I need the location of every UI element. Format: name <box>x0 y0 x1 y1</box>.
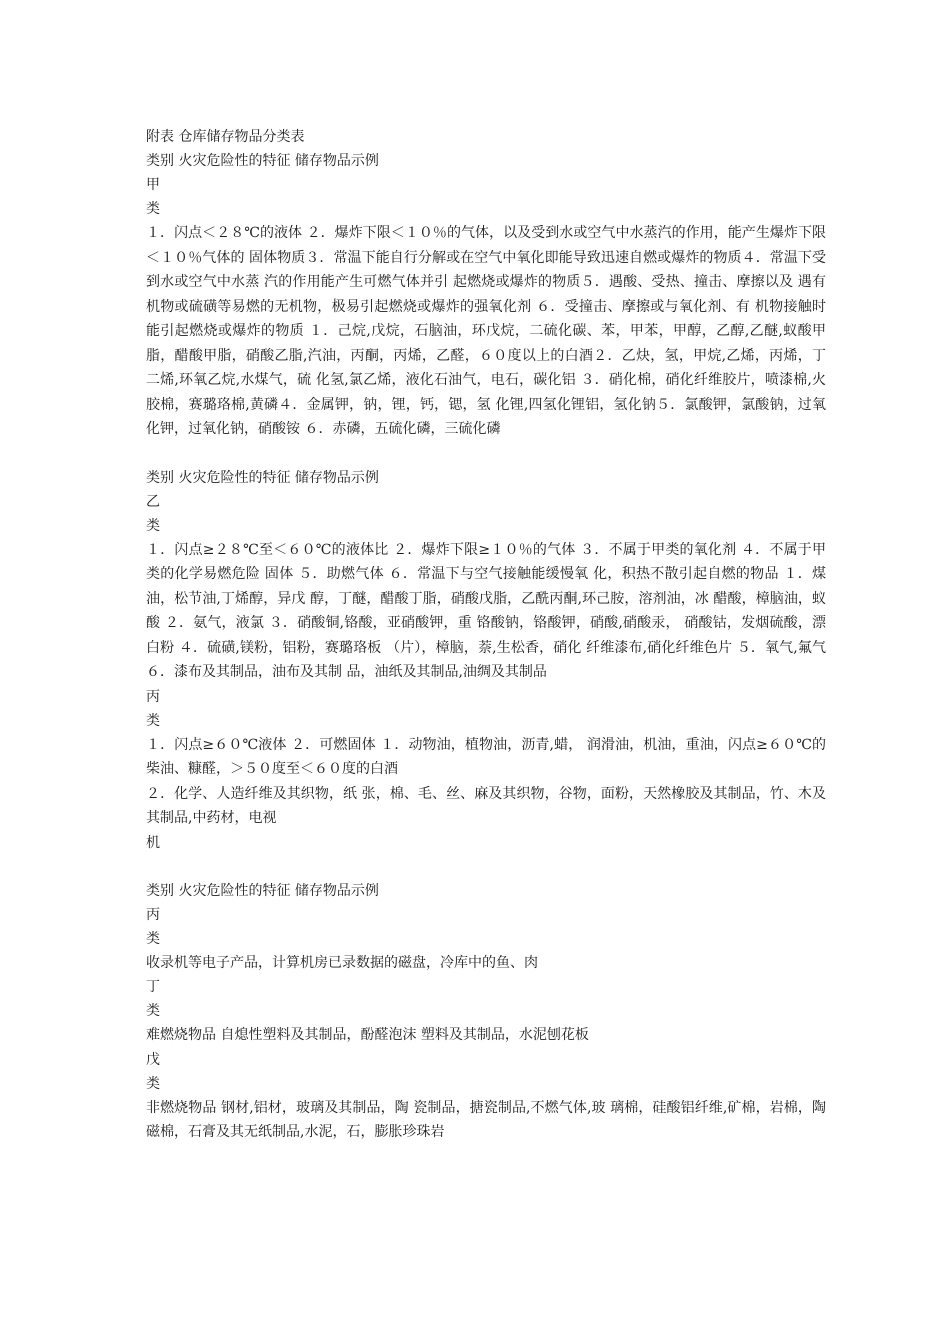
category-label: 乙 <box>146 493 160 510</box>
category-description: 难燃烧物品 自熄性塑料及其制品，酚醛泡沫 塑料及其制品，水泥刨花板 <box>146 1027 589 1043</box>
table-header: 类别 火灾危险性的特征 储存物品示例 <box>146 469 379 486</box>
table-header: 类别 火灾危险性的特征 储存物品示例 <box>146 882 379 899</box>
category-label-suffix: 类 <box>146 930 160 947</box>
category-label-suffix: 类 <box>146 201 160 217</box>
category-label: 甲 <box>146 177 160 193</box>
category-description-tail: 机 <box>146 834 160 851</box>
category-description: １．闪点≥６０℃液体 ２．可燃固体 １．动物油，植物油，沥青,蜡， 润滑油，机油，重油，闪点≥６０℃的柴油、糠醛，＞５０度至＜６０度的白酒 <box>146 736 826 777</box>
section-gap <box>146 855 826 879</box>
category-description: 非燃烧物品 钢材,铝材，玻璃及其制品，陶 瓷制品，搪瓷制品,不燃气体,玻 璃棉，硅酸铝纤维,矿棉，岩棉，陶磁棉，石膏及其无纸制品,水泥，石，膨胀珍珠岩 <box>146 1099 826 1140</box>
category-label-suffix: 类 <box>146 517 160 534</box>
section-gap <box>146 442 826 466</box>
category-description: １．闪点＜２８℃的液体 ２．爆炸下限＜１０％的气体，以及受到水或空气中水蒸汽的作用，能产生爆炸下限＜１０％气体的 固体物质３．常温下能自行分解或在空气中氧化即能导致迅速自燃或爆炸的物质４．常温下受到水或空气中水蒸 汽的作用能产生可燃气体并引 起燃烧或爆炸的物质５．遇酸、受热、撞击、摩擦以及 遇有机物或硫磺等易燃的无机物，极易引起燃烧或爆炸的强氧化剂 ６．受撞击、摩擦或与氧化剂、有 机物接触时能引起燃烧或爆炸的物质 １．己烷,戊烷，石脑油，环戊烷，二硫化碳、苯，甲苯，甲醇，乙醇,乙醚,蚁酸甲脂，醋酸甲脂，硝酸乙脂,汽油，丙酮，丙烯，乙醛，６０度以上的白酒２．乙炔，氢，甲烷,乙烯，丙烯，丁二烯,环氧乙烷,水煤气，硫 化氢,氯乙烯，液化石油气，电石，碳化铝 ３．硝化棉，硝化纤维胶片，喷漆棉,火胶棉，赛璐珞棉,黄磷４．金属钾，钠，锂，钙，锶，氢 化锂,四氢化锂铝，氢化钠５．氯酸钾，氯酸钠，过氧化钾，过氧化钠，硝酸铵 ６．赤磷，五硫化磷，三硫化磷 <box>146 225 826 437</box>
category-description: 收录机等电子产品，计算机房已录数据的磁盘，冷库中的鱼、肉 <box>146 954 538 971</box>
category-label-suffix: 类 <box>146 1075 160 1092</box>
category-label: 丙 <box>146 688 160 705</box>
category-description: １．闪点≥２８℃至＜６０℃的液体比 ２．爆炸下限≥１０％的气体 ３．不属于甲类的氧化剂 ４．不属于甲类的化学易燃危险 固体 ５．助燃气体 ６．常温下与空气接触能缓慢氧 化，积热不散引起自燃的物品 １．煤油，松节油,丁烯醇，异戊 醇，丁醚，醋酸丁脂，硝酸戊脂，乙酰丙酮,环己胺，溶剂油，冰 醋酸，樟脑油，蚁酸 ２．氨气，液氯 ３．硝酸铜,铬酸，亚硝酸钾，重 铬酸钠，铬酸钾，硝酸,硝酸汞， 硝酸钴，发烟硫酸，漂白粉 ４．硫磺,镁粉，铝粉，赛璐珞板 （片），樟脑，萘,生松香，硝化 纤维漆布,硝化纤维色片 ５．氧气,氟气 ６．漆布及其制品，油布及其制 品，油纸及其制品,油绸及其制品 <box>146 541 826 680</box>
document-page <box>146 125 826 1145</box>
table-header: 类别 火灾危险性的特征 储存物品示例 <box>146 153 379 169</box>
category-label: 丁 <box>146 979 160 995</box>
category-label-suffix: 类 <box>146 712 160 729</box>
category-label: 戊 <box>146 1051 160 1068</box>
category-label-suffix: 类 <box>146 1003 160 1019</box>
category-description-continued: ２．化学、人造纤维及其织物，纸 张，棉、毛、丝、麻及其织物，谷物，面粉，天然橡胶及其制品，竹、木及其制品,中药材，电视 <box>146 785 826 826</box>
category-label: 丙 <box>146 906 160 923</box>
document-title: 附表 仓库储存物品分类表 <box>146 129 305 145</box>
